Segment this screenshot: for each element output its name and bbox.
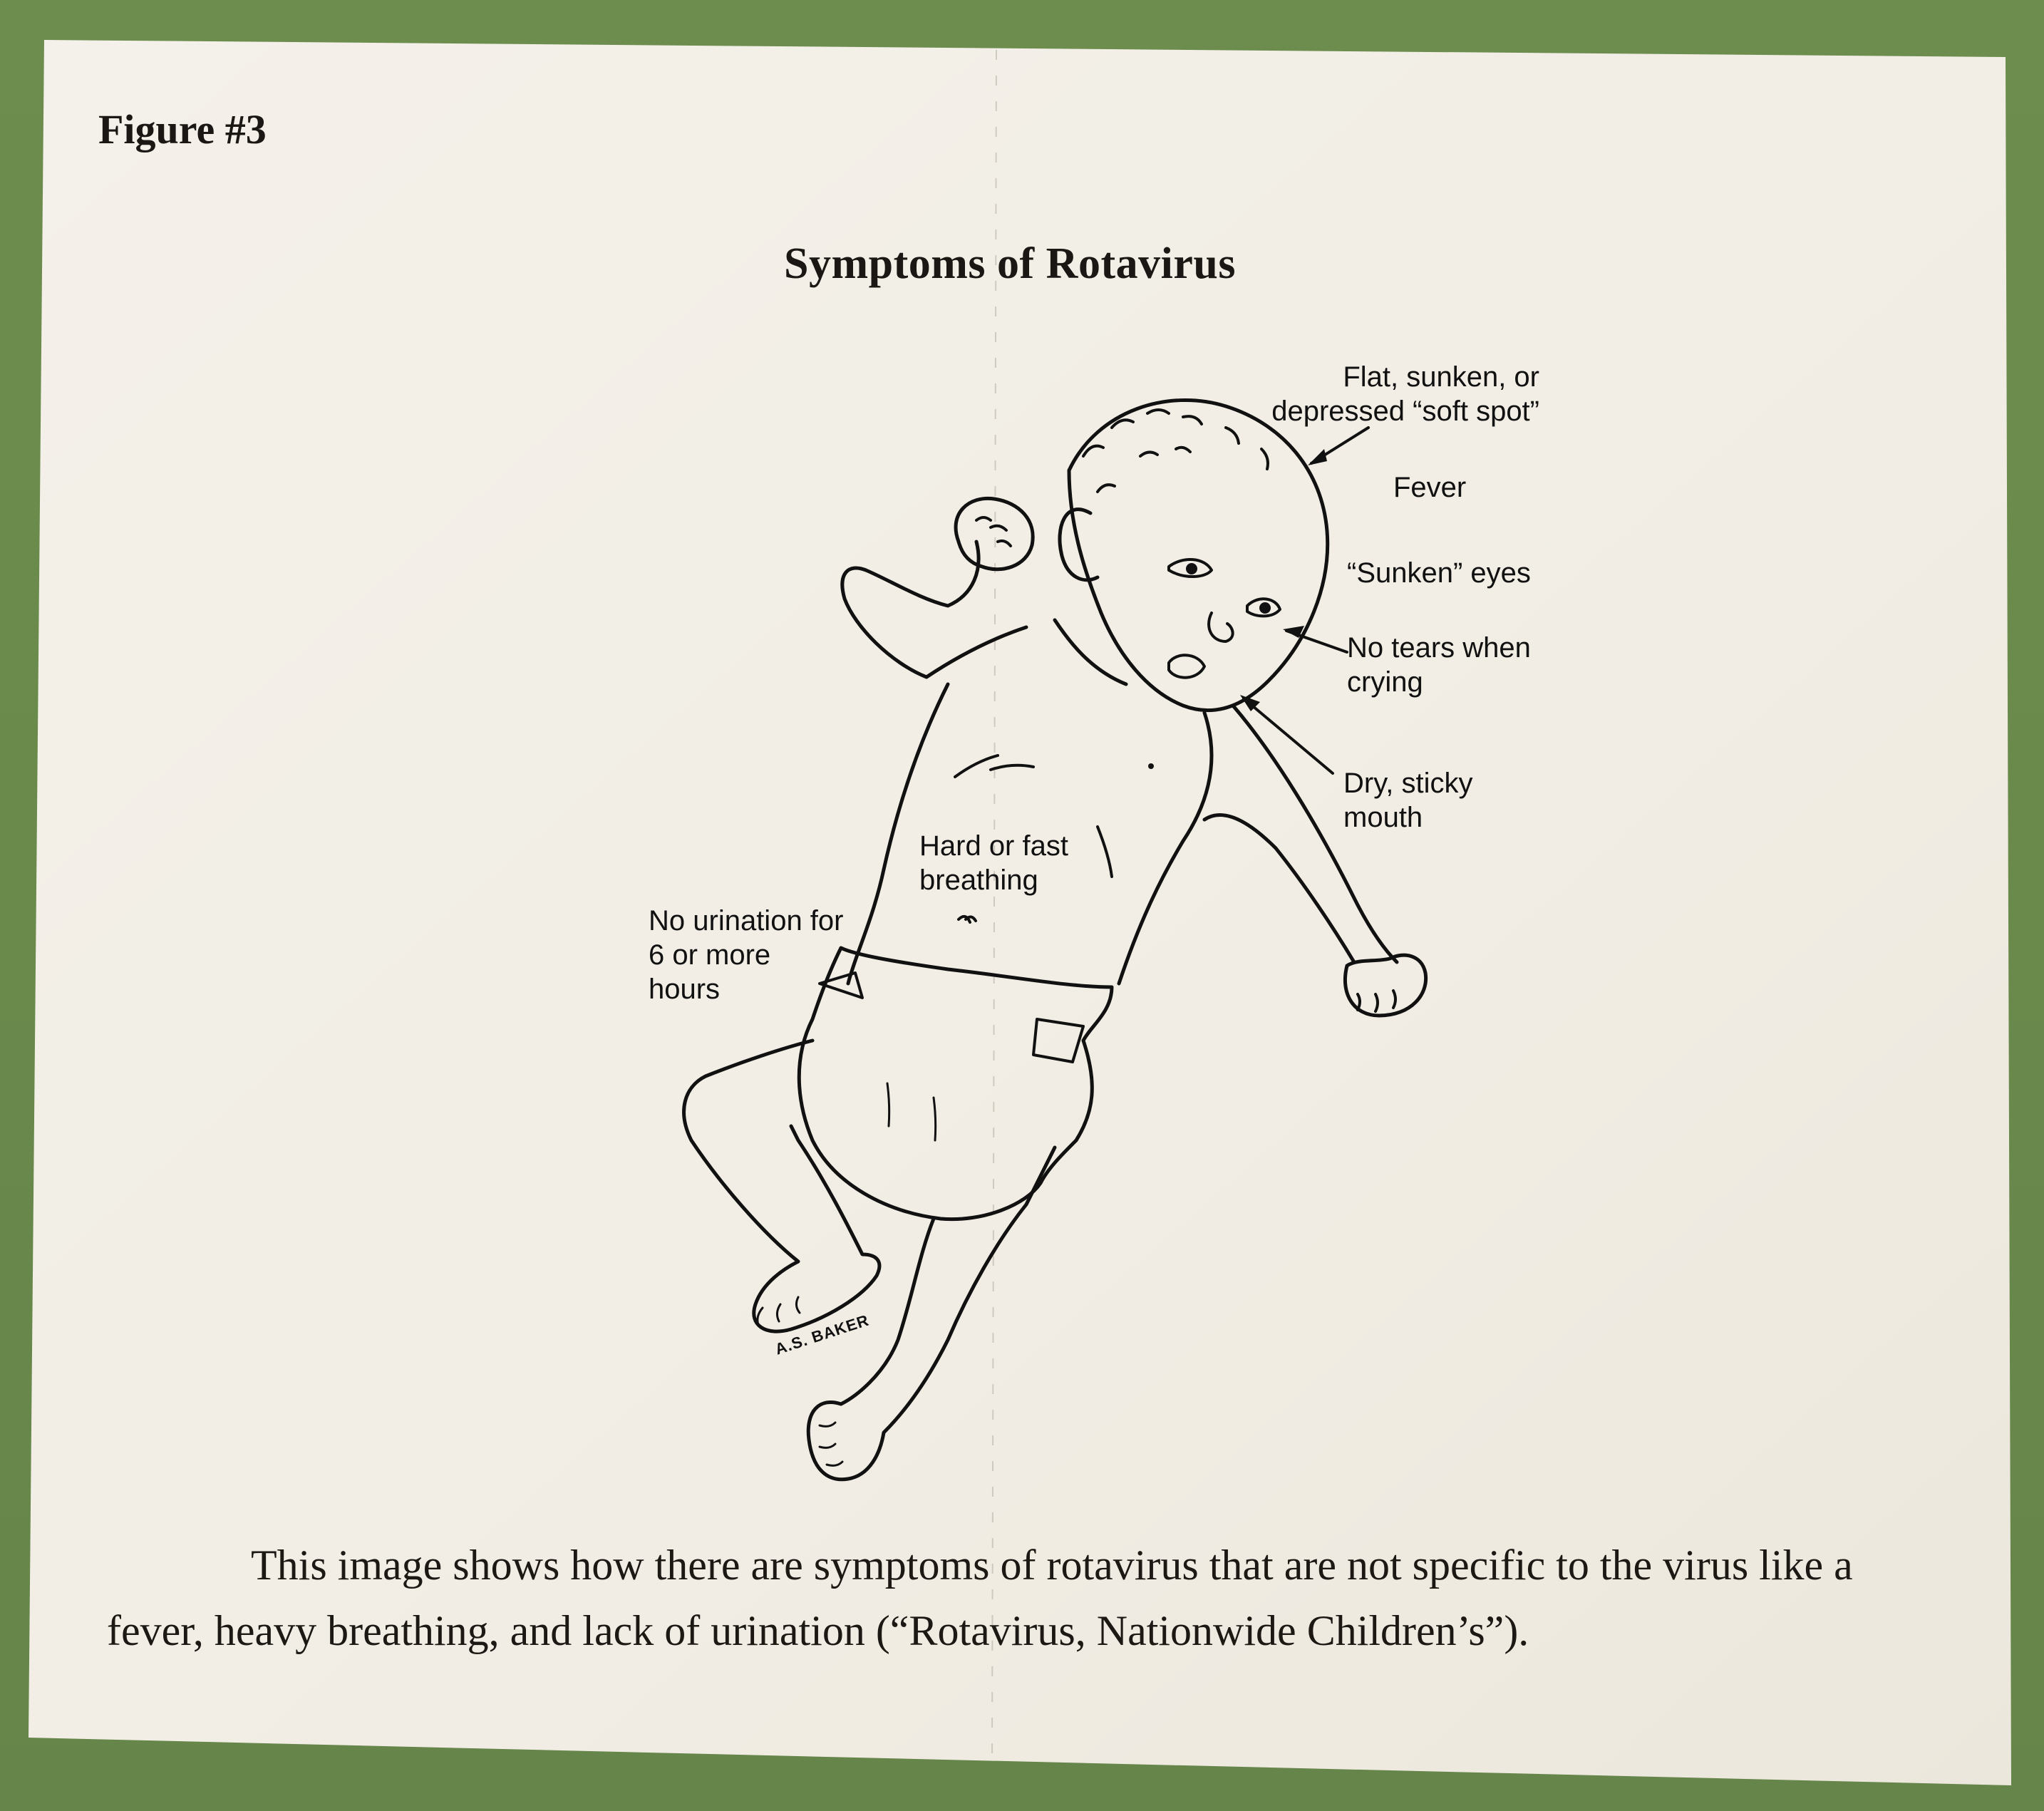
label-dry-mouth: [1343, 766, 1472, 835]
label-breathing-line2: breathing: [919, 865, 1038, 896]
figure-caption: [107, 1532, 1931, 1663]
label-fever: Fever: [1393, 472, 1467, 503]
label-urination-line3: hours: [649, 974, 721, 1005]
baby-right-leg: [808, 1147, 1055, 1480]
label-urination-line1: No urination for: [649, 905, 844, 937]
baby-diaper: [799, 948, 1112, 1219]
baby-head: [1069, 400, 1328, 710]
label-no-tears-line2: crying: [1347, 666, 1423, 698]
figure-title: Symptoms of Rotavirus: [784, 239, 1236, 288]
label-breathing-line1: Hard or fast: [919, 830, 1068, 862]
label-no-tears-line1: No tears when: [1347, 632, 1531, 664]
label-breathing: [919, 829, 1068, 897]
baby-raised-arm: [842, 542, 1026, 677]
label-no-tears: [1347, 631, 1531, 699]
label-soft-spot: [1254, 360, 1539, 428]
artist-signature: A.S. BAKER: [773, 1311, 872, 1358]
label-dry-mouth-line2: mouth: [1343, 802, 1423, 833]
label-sunken-eyes: “Sunken” eyes: [1347, 557, 1531, 589]
label-dry-mouth-line1: Dry, sticky: [1343, 768, 1473, 799]
figure-label: Figure #3: [98, 106, 267, 153]
label-urination: [649, 904, 843, 1006]
label-urination-line2: 6 or more: [649, 939, 771, 971]
label-soft-spot-line2: depressed “soft spot”: [1271, 396, 1539, 427]
figure-caption-text: This image shows how there are symptoms of rotavirus that are not specific to the virus like a fever, heavy breathing, and lack of urination (“Rotavirus, Nationwide Children’s”).: [107, 1542, 1853, 1654]
label-soft-spot-line1: Flat, sunken, or: [1343, 361, 1539, 393]
